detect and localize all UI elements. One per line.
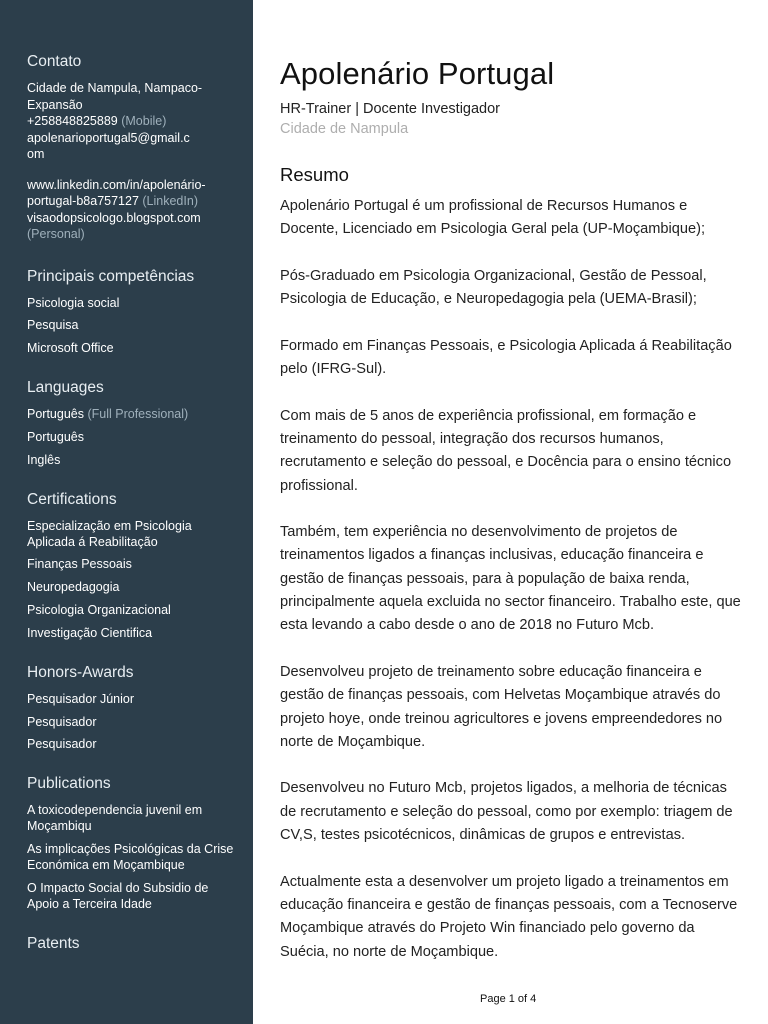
certification-item: Psicologia Organizacional xyxy=(27,603,171,618)
summary-paragraph: Actualmente esta a desenvolver um projeto ligado a treinamentos em educação financeira e gestão de finanças pessoais, com a Tecnoserve Moçambique através do Projeto Win financiado pelo governo da Suécia, no norte de Moçambique. xyxy=(280,873,738,960)
summary-paragraph: Apolenário Portugal é um profissional de Recursos Humanos e Docente, Licenciado em Psicologia Geral pela (UP-Moçambique); xyxy=(280,198,706,238)
certifications-section xyxy=(27,490,237,641)
language-item xyxy=(27,429,237,445)
certification-item: Investigação Cientifica xyxy=(27,625,153,640)
honors-section xyxy=(27,663,237,753)
patents-heading: Patents xyxy=(27,935,80,953)
honors-heading: Honors-Awards xyxy=(27,663,134,681)
publication-item: As implicações Psicológicas da Crise Económica em Moçambique xyxy=(27,842,234,873)
summary-paragraph: Também, tem experiência no desenvolvimento de projetos de treinamentos ligados a finanças inclusivas, educação financeira e gestão de finanças pessoais, para à população de baixa renda, principalmente aquela excluida no sector financeiro. Trabalho este, que esta levando a cabo desde o ano de 2018 no Futuro Mcb. xyxy=(280,524,741,634)
contact-heading: Contato xyxy=(27,53,82,70)
summary-paragraph: Pós-Graduado em Psicologia Organizacional, Gestão de Pessoal, Psicologia de Educação, e Neuropedagogia pela (UEMA-Brasil); xyxy=(280,267,707,308)
summary-paragraph: Formado em Finanças Pessoais, e Psicologia Aplicada á Reabilitação pelo (IFRG-Sul). xyxy=(280,337,732,378)
language-item xyxy=(27,406,237,422)
contact-phone xyxy=(27,113,237,130)
publications-section xyxy=(27,774,237,912)
person-name: Apolenário Portugal xyxy=(280,56,555,91)
skill-item: Microsoft Office xyxy=(27,341,114,356)
skill-item: Psicologia social xyxy=(27,295,120,310)
language-name: Português xyxy=(27,429,84,444)
linkedin-line-1[interactable]: www.linkedin.com/in/apolenário- xyxy=(27,177,206,192)
certification-item: Finanças Pessoais xyxy=(27,557,132,572)
phone-number: +258848825889 xyxy=(27,114,118,128)
email-line-1[interactable]: apolenarioportugal5@gmail.c xyxy=(27,130,190,145)
sidebar xyxy=(0,0,253,1024)
contact-section xyxy=(27,52,237,243)
patents-section xyxy=(27,934,237,954)
languages-section xyxy=(27,378,237,468)
page-number: Page 1 of 4 xyxy=(480,993,537,1005)
location: Cidade de Nampula xyxy=(280,121,409,137)
summary-title: Resumo xyxy=(280,164,349,185)
language-item xyxy=(27,452,237,468)
linkedin-link[interactable] xyxy=(27,177,237,210)
language-name: Português xyxy=(27,407,84,422)
blog-url[interactable]: visaodopsicologo.blogspot.com xyxy=(27,210,201,225)
main-content xyxy=(280,50,746,987)
language-name: Inglês xyxy=(27,452,61,467)
summary-paragraph: Com mais de 5 anos de experiência profissional, em formação e treinamento do pessoal, integração dos recursos humanos, recrutamento e seleção do pessoal, e Docência para o ensino técnico profissional. xyxy=(280,407,732,494)
blog-link[interactable] xyxy=(27,210,237,243)
contact-email[interactable] xyxy=(27,130,237,163)
address-line-1: Cidade de Nampula, Nampaco- xyxy=(27,81,203,95)
languages-heading: Languages xyxy=(27,379,104,397)
certification-item: Neuropedagogia xyxy=(27,580,120,595)
linkedin-line-2[interactable]: portugal-b8a757127 xyxy=(27,194,139,208)
certifications-heading: Certifications xyxy=(27,490,117,508)
linkedin-type: (LinkedIn) xyxy=(142,194,198,208)
address-line-2: Expansão xyxy=(27,97,83,112)
publications-heading: Publications xyxy=(27,775,111,793)
email-line-2[interactable]: om xyxy=(27,147,45,161)
publication-item: A toxicodependencia juvenil em Moçambiqu xyxy=(27,803,203,834)
blog-type: (Personal) xyxy=(27,227,85,241)
contact-address xyxy=(27,80,237,113)
language-level: (Full Professional) xyxy=(87,407,189,422)
skill-item: Pesquisa xyxy=(27,318,79,333)
publication-item: O Impacto Social do Subsidio de Apoio a Terceira Idade xyxy=(27,881,209,912)
certification-item: Especialização em Psicologia Aplicada á Reabilitação xyxy=(27,518,192,549)
honor-item: Pesquisador xyxy=(27,737,97,752)
skills-section xyxy=(27,267,237,357)
summary-paragraph: Desenvolveu no Futuro Mcb, projetos ligados, a melhoria de técnicas de recrutamento e seleção do pessoal, como por exemplo: triagem de CV,S, testes psicotécnicos, dinâmicas de grupos e entrevistas. xyxy=(280,780,733,844)
phone-type: (Mobile) xyxy=(121,114,167,128)
skills-heading: Principais competências xyxy=(27,267,195,285)
headline: HR-Trainer | Docente Investigador xyxy=(280,101,501,117)
honor-item: Pesquisador Júnior xyxy=(27,691,135,706)
summary-paragraph: Desenvolveu projeto de treinamento sobre educação financeira e gestão de finanças pessoais, com Helvetas Moçambique através do projeto hoye, onde treinou agricultores e jovens empreendedores no norte de Moçambique. xyxy=(280,663,723,750)
contact-gap xyxy=(27,163,237,177)
honor-item: Pesquisador xyxy=(27,714,97,729)
